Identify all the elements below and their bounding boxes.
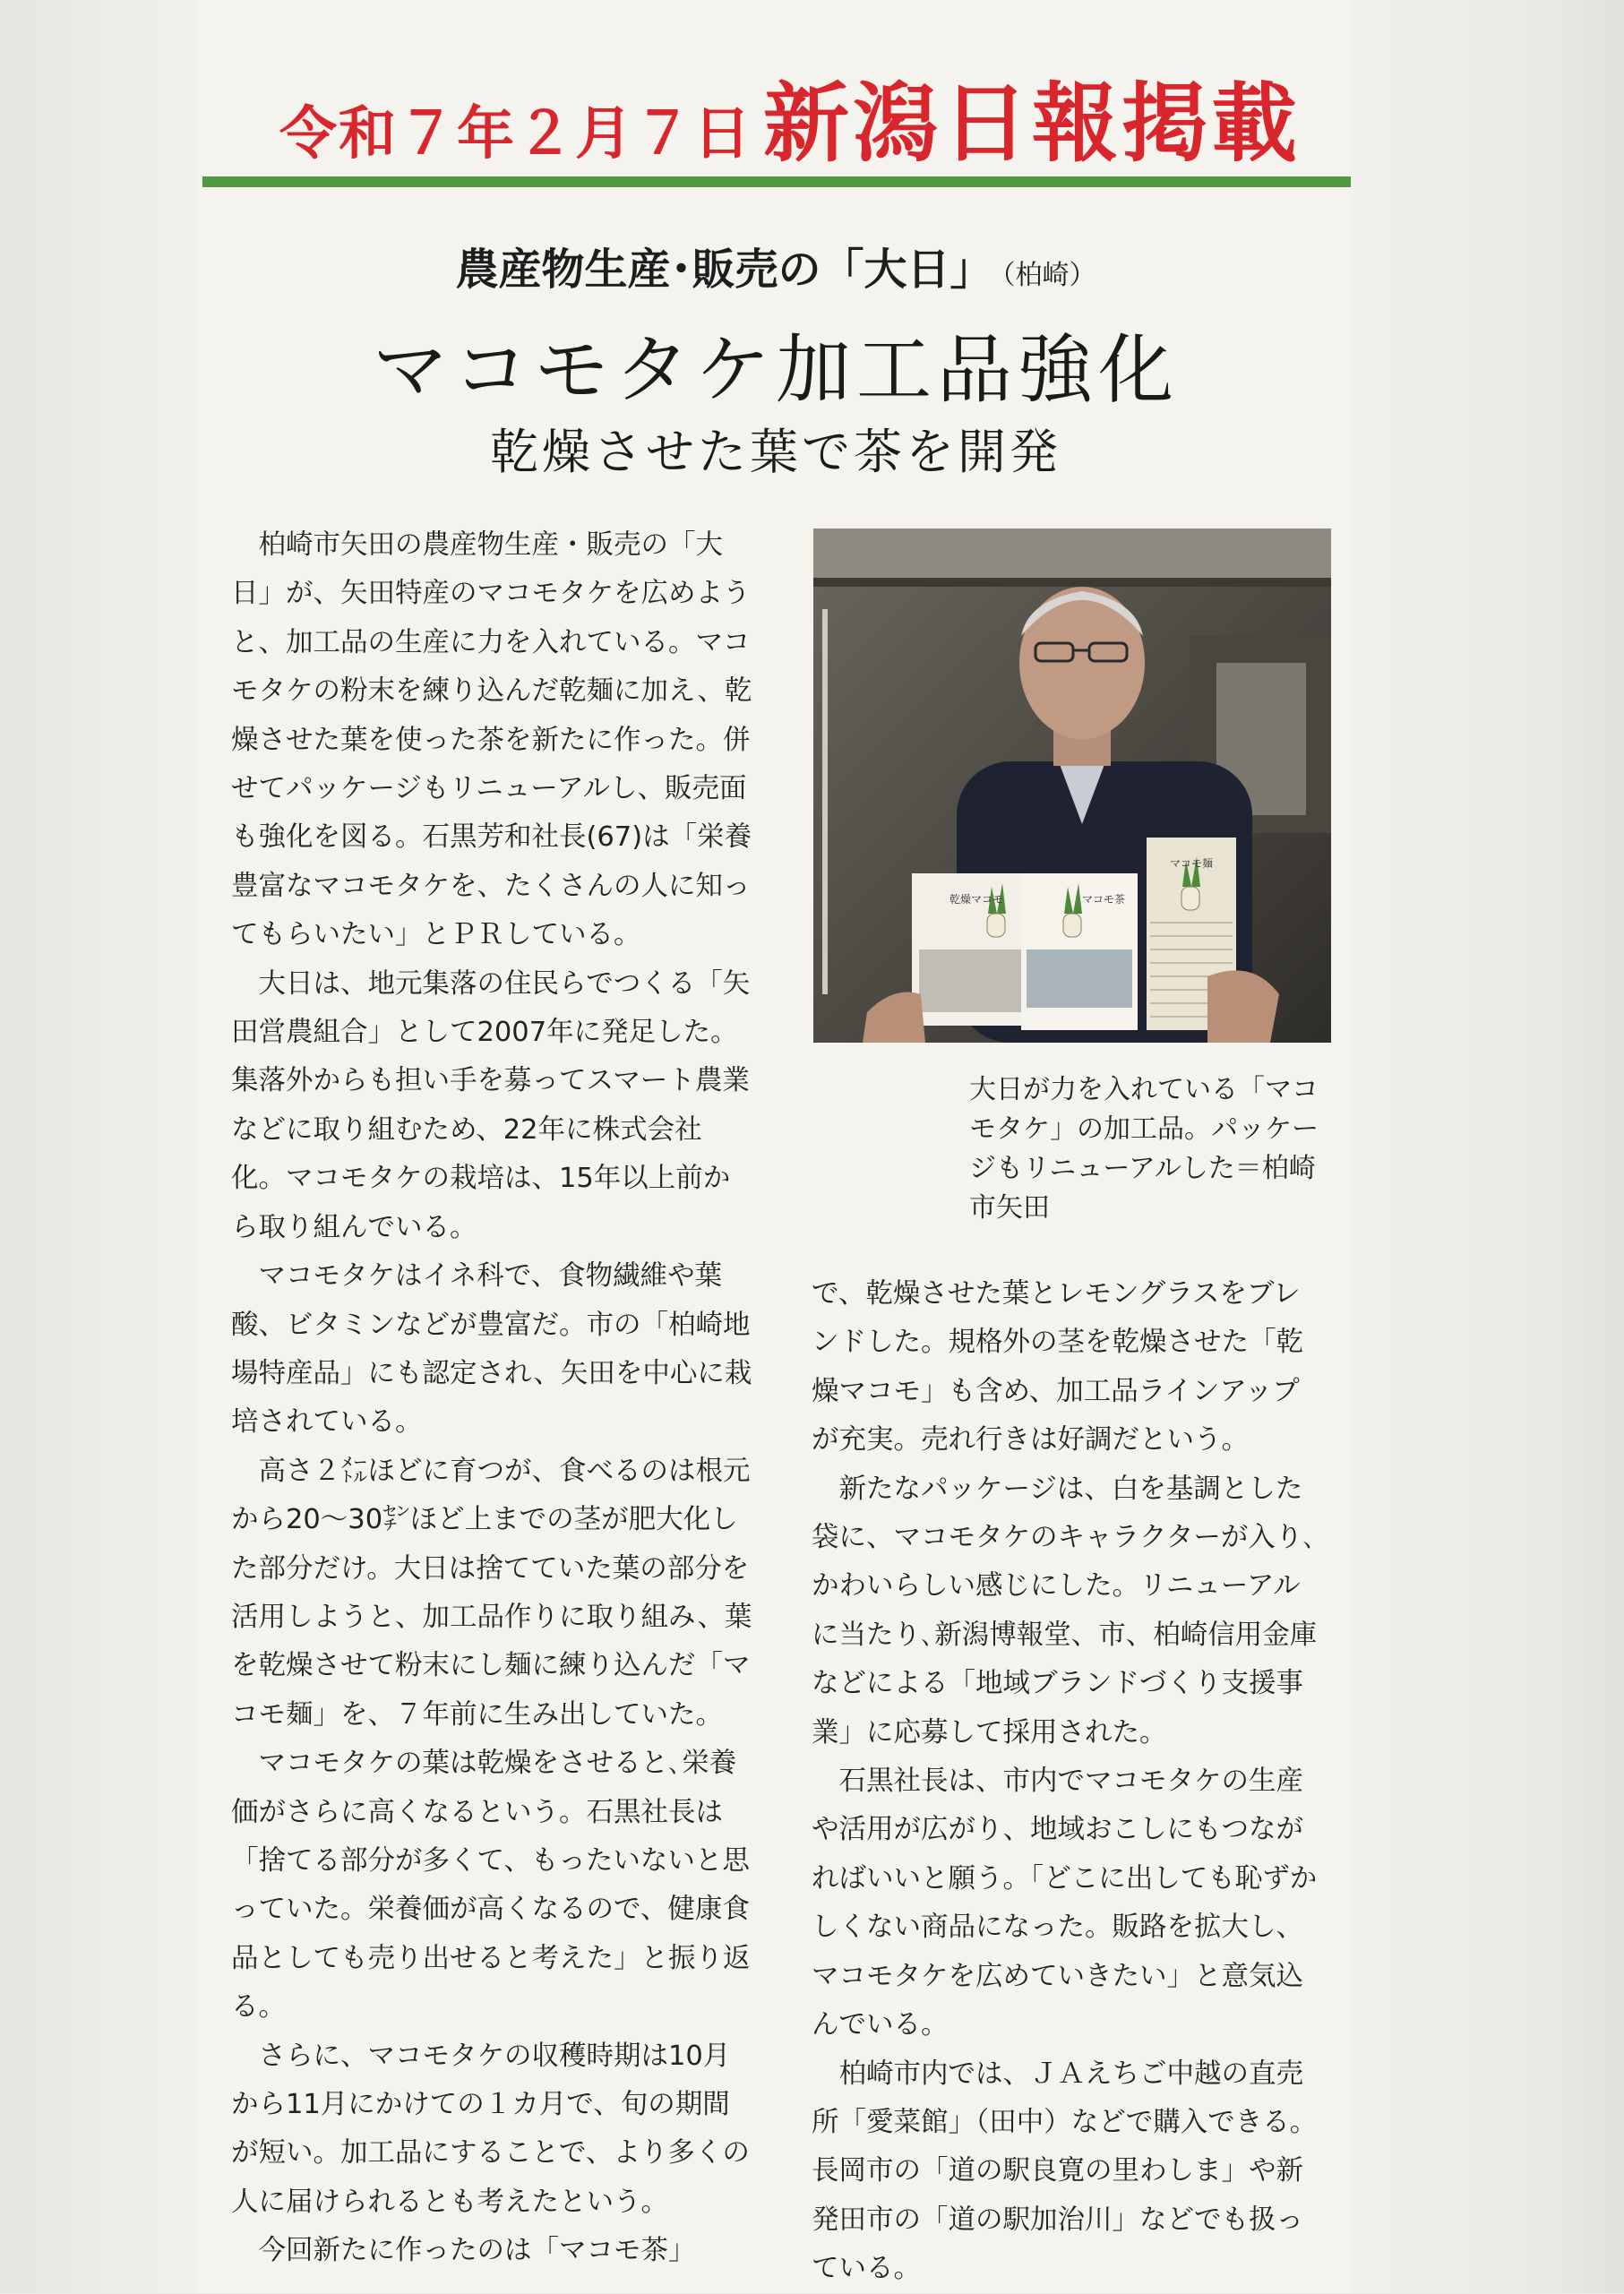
- paragraph: さらに、マコモタケの収穫時期は10月から11月にかけての１カ月で、旬の期間が短い。加工品にすることで、より多くの人に届けられるとも考えたという。: [231, 2040, 750, 2218]
- paragraph: 柏崎市矢田の農産物生産・販売の「大日」が、矢田特産のマコモタケを広めようと、加工品の生産に力を入れている。マコモタケの粉末を練り込んだ乾麺に加え、乾燥させた葉を使った茶を新たに作った。併せてパッケージもリニューアルし、販売面も強化を図る。石黒芳和社長(67)は「栄養豊富なマコモタケを、たくさんの人に知ってもらいたい」とＰＲしている。: [231, 529, 752, 951]
- publication-date: 令和７年２月７日: [279, 101, 752, 168]
- paragraph: 柏崎市内では、ＪＡえちご中越の直売所「愛菜館」（田中）などで購入できる。長岡市の「道の駅良寛の里わしま」や新発田市の「道の駅加治川」などでも扱っている。: [812, 2058, 1318, 2285]
- adjacent-page-right: [1353, 0, 1624, 2293]
- paragraph: 石黒社長は、市内でマコモタケの生産や活用が広がり、地域おこしにもつながればいいと願う。「どこに出しても恥ずかしくない商品になった。販路を拡大し、マコモタケを広めていきたい」と意気込んでいる。: [812, 1766, 1318, 2041]
- adjacent-page-left: [0, 0, 199, 2293]
- kicker-place: （柏崎）: [1001, 260, 1096, 291]
- article-subheadline: 乾燥させた葉で茶を開発: [490, 424, 1061, 480]
- publication-header: [208, 56, 1372, 174]
- paragraph: 新たなパッケージは、白を基調とした袋に、マコモタケのキャラクターが入り､かわいらしい感じにした。リニューアルに当たり､新潟博報堂、市、柏崎信用金庫などによる「地域ブランドづくり支援事業」に応募して採用された。: [812, 1473, 1318, 1748]
- paragraph: マコモタケはイネ科で、食物繊維や葉酸、ビタミンなどが豊富だ。市の「柏崎地場特産品」にも認定され、矢田を中心に栽培されている。: [231, 1260, 752, 1439]
- article-photo: [813, 528, 1331, 1043]
- photo-caption: 大日が力を入れている「マコモタケ」の加工品。パッケージもリニューアルした＝柏崎市矢田: [969, 1074, 1319, 1224]
- publication-title: 新潟日報掲載: [763, 73, 1301, 174]
- package-label: マコモ麺: [1170, 857, 1214, 870]
- photo-illustration: [813, 528, 1331, 1043]
- paragraph: 高さ２㍍ほどに育つが、食べるのは根元から20～30㌢ほど上までの茎が肥大化した部分だけ。大日は捨てていた葉の部分を活用しようと、加工品作りに取り組み、葉を乾燥させて粉末にし麺に練り込んだ「マコモ麺」を、７年前に生み出していた。: [231, 1455, 752, 1731]
- paragraph: で、乾燥させた葉とレモングラスをブレンドした。規格外の茎を乾燥させた「乾燥マコモ」も含め、加工品ラインアップが充実。売れ行きは好調だという。: [812, 1278, 1303, 1456]
- package-label: マコモ茶: [1082, 893, 1126, 906]
- article-headline: マコモタケ加工品強化: [372, 326, 1179, 414]
- paragraph: 今回新たに作ったのは「マコモ茶」: [258, 2235, 696, 2267]
- article-kicker: [199, 235, 1353, 296]
- article-column-left: [231, 521, 752, 2276]
- paragraph: マコモタケの葉は乾燥をさせると､栄養価がさらに高くなるという。石黒社長は「捨てる部分が多くて、もったいないと思っていた。栄養価が高くなるので、健康食品としても売り出せると考えた」と振り返る。: [231, 1748, 751, 2023]
- article-column-right: [812, 1270, 1324, 2294]
- header-divider: [202, 176, 1351, 187]
- kicker-text: 農産物生産･販売の「大日」: [455, 245, 993, 295]
- package-label: 乾燥マコモ: [949, 893, 1004, 906]
- paragraph: 大日は、地元集落の住民らでつくる「矢田営農組合」として2007年に発足した。集落外からも担い手を募ってスマート農業などに取り組むため、22年に株式会社化。マコモタケの栽培は、15年以上前から取り組んでいる。: [231, 967, 751, 1243]
